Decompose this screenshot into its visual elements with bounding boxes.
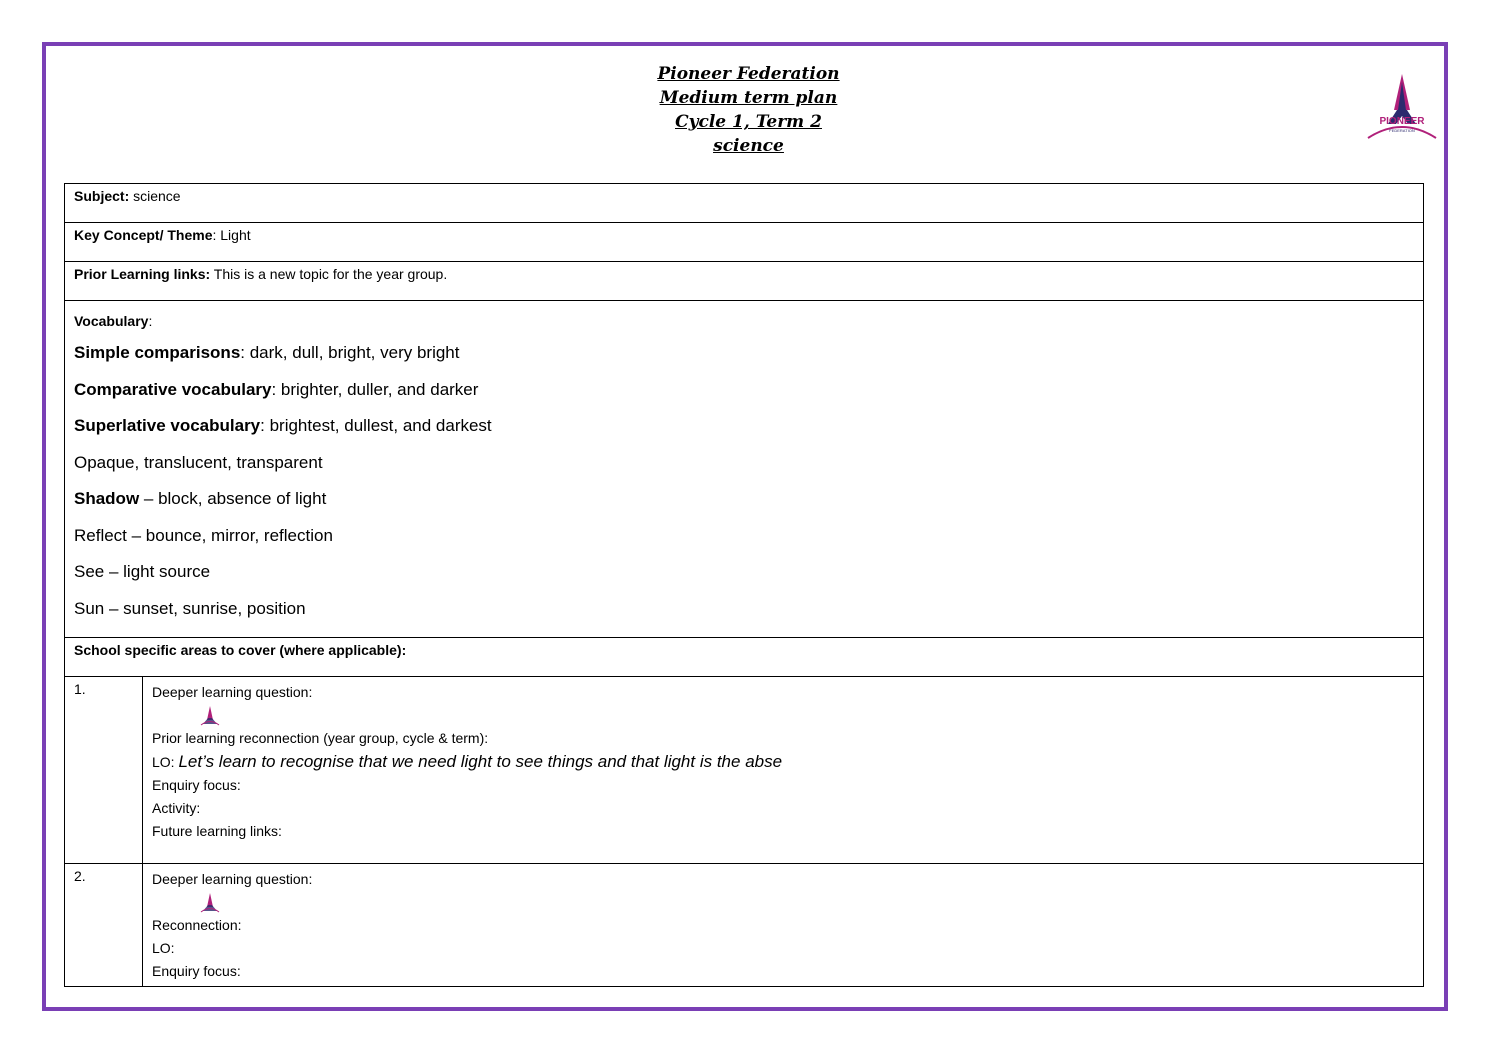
reconnection-label: Reconnection: <box>152 917 242 933</box>
pioneer-mini-icon <box>152 891 244 914</box>
lesson-body <box>143 864 1423 986</box>
title-line-subject: science <box>713 136 784 156</box>
school-specific-label: School specific areas to cover (where applicable): <box>74 642 407 658</box>
subject-label: Subject: <box>74 188 130 204</box>
vocabulary-item: Opaque, translucent, transparent <box>74 452 323 472</box>
prior-learning-label: Prior Learning links: <box>74 266 211 282</box>
learning-objective: LO: <box>152 940 175 956</box>
school-specific-row <box>65 638 1423 677</box>
vocabulary-row <box>65 301 1423 638</box>
vocabulary-item: Shadow – block, absence of light <box>74 489 327 508</box>
future-links-label: Future learning links: <box>152 823 282 839</box>
logo-subtext: FEDERATION <box>1389 128 1415 133</box>
plan-table <box>64 183 1424 987</box>
pioneer-mini-icon <box>152 704 244 727</box>
deeper-question-label: Deeper learning question: <box>152 684 313 700</box>
enquiry-focus-label: Enquiry focus: <box>152 777 241 793</box>
pioneer-logo <box>1364 72 1440 144</box>
subject-row <box>65 184 1423 223</box>
key-concept-row <box>65 223 1423 262</box>
title-line-cycle: Cycle 1, Term 2 <box>675 112 822 132</box>
document-title <box>0 62 1497 158</box>
key-concept-label: Key Concept/ Theme <box>74 227 213 243</box>
reconnection-label: Prior learning reconnection (year group, cycle & term): <box>152 730 489 746</box>
lesson-row <box>65 677 1423 864</box>
lesson-number: 2. <box>65 864 143 986</box>
subject-value: science <box>129 188 181 204</box>
title-line-federation: Pioneer Federation <box>657 64 840 84</box>
vocabulary-item: See – light source <box>74 562 211 581</box>
prior-learning-value: This is a new topic for the year group. <box>210 266 448 282</box>
deeper-question-label: Deeper learning question: <box>152 871 313 887</box>
vocabulary-item: Superlative vocabulary: brightest, dullest, and darkest <box>74 416 492 435</box>
vocabulary-heading: Vocabulary: <box>74 313 153 329</box>
logo-text: PIONEER <box>1379 116 1425 127</box>
prior-learning-row <box>65 262 1423 301</box>
vocabulary-item: Simple comparisons: dark, dull, bright, very bright <box>74 343 460 362</box>
enquiry-focus-label: Enquiry focus: <box>152 963 241 979</box>
learning-objective: LO: Let’s learn to recognise that we need light to see things and that light is the abse <box>152 752 783 771</box>
key-concept-value: : Light <box>212 227 251 243</box>
title-line-plan: Medium term plan <box>659 88 838 108</box>
lesson-row <box>65 864 1423 986</box>
vocabulary-item: Reflect – bounce, mirror, reflection <box>74 525 333 545</box>
lesson-body <box>143 677 1423 863</box>
vocabulary-item: Comparative vocabulary: brighter, duller, and darker <box>74 379 479 399</box>
activity-label: Activity: <box>152 800 201 816</box>
lesson-number: 1. <box>65 677 143 863</box>
vocabulary-item: Sun – sunset, sunrise, position <box>74 598 306 618</box>
